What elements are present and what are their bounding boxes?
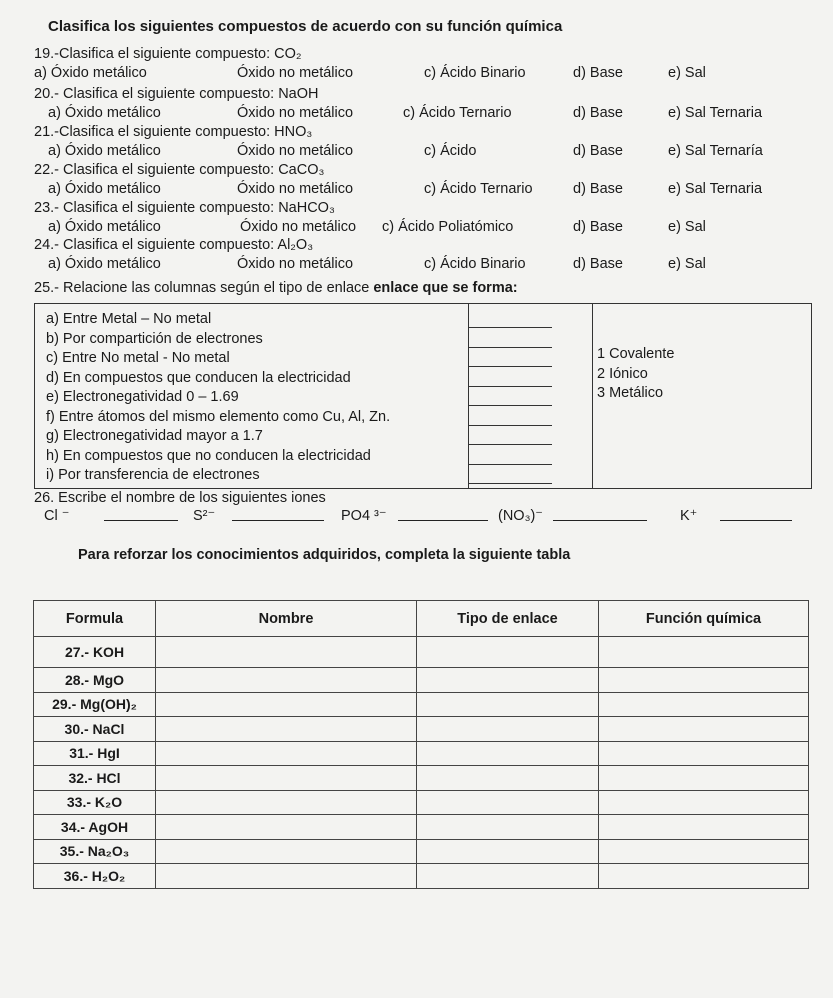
header-formula: Formula: [34, 601, 156, 637]
q26-prompt: 26. Escribe el nombre de los siguientes iones: [34, 490, 326, 506]
tipo-enlace-cell[interactable]: [417, 717, 599, 742]
tipo-enlace-cell[interactable]: [417, 766, 599, 791]
funcion-cell[interactable]: [599, 790, 809, 815]
ion-2: S²⁻: [193, 508, 216, 524]
match-item-g: g) Electronegatividad mayor a 1.7: [46, 428, 263, 444]
nombre-cell[interactable]: [156, 741, 417, 766]
nombre-cell[interactable]: [156, 637, 417, 668]
table-row: [34, 864, 809, 889]
funcion-cell[interactable]: [599, 864, 809, 889]
question-24-option-d[interactable]: d) Base: [573, 256, 623, 272]
question-19-option-b[interactable]: Óxido no metálico: [237, 65, 354, 81]
question-23-prompt: 23.- Clasifica el siguiente compuesto: NaHCO₃: [34, 200, 335, 216]
question-24-option-c[interactable]: c) Ácido Binario: [424, 256, 526, 272]
question-24-option-a[interactable]: a) Óxido metálico: [48, 256, 161, 272]
match-answer-blank[interactable]: [468, 386, 552, 387]
funcion-cell[interactable]: [599, 839, 809, 864]
header-tipo-enlace: Tipo de enlace: [417, 601, 599, 637]
question-23-option-e[interactable]: e) Sal: [668, 219, 706, 235]
q25-prompt: 25.- Relacione las columnas según el tipo de enlace enlace que se forma:: [34, 280, 518, 296]
tipo-enlace-cell[interactable]: [417, 692, 599, 717]
tipo-enlace-cell[interactable]: [417, 637, 599, 668]
ion-answer-blank[interactable]: [398, 520, 488, 521]
nombre-cell[interactable]: [156, 815, 417, 840]
question-23-option-a[interactable]: a) Óxido metálico: [48, 219, 161, 235]
tipo-enlace-cell[interactable]: [417, 668, 599, 693]
ion-answer-blank[interactable]: [104, 520, 178, 521]
question-21-option-b[interactable]: Óxido no metálico: [237, 143, 354, 159]
question-22-prompt: 22.- Clasifica el siguiente compuesto: CaCO₃: [34, 162, 325, 178]
question-23-option-d[interactable]: d) Base: [573, 219, 623, 235]
table-row: [34, 790, 809, 815]
bond-type-option-3: 3 Metálico: [597, 385, 664, 401]
funcion-cell[interactable]: [599, 766, 809, 791]
question-20-option-b[interactable]: Óxido no metálico: [237, 105, 354, 121]
question-19-option-e[interactable]: e) Sal: [668, 65, 706, 81]
funcion-cell[interactable]: [599, 637, 809, 668]
question-21-prompt: 21.-Clasifica el siguiente compuesto: HNO₃: [34, 124, 313, 140]
nombre-cell[interactable]: [156, 864, 417, 889]
match-answer-blank[interactable]: [468, 366, 552, 367]
question-21-option-a[interactable]: a) Óxido metálico: [48, 143, 161, 159]
question-20-option-e[interactable]: e) Sal Ternaria: [668, 105, 763, 121]
match-answer-blank[interactable]: [468, 464, 552, 465]
header-funcion: Función química: [599, 601, 809, 637]
question-22-option-e[interactable]: e) Sal Ternaria: [668, 181, 763, 197]
funcion-cell[interactable]: [599, 668, 809, 693]
question-22-option-a[interactable]: a) Óxido metálico: [48, 181, 161, 197]
question-24-option-b[interactable]: Óxido no metálico: [237, 256, 354, 272]
formula-cell: 30.- NaCl: [34, 717, 156, 742]
match-item-a: a) Entre Metal – No metal: [46, 311, 212, 327]
tipo-enlace-cell[interactable]: [417, 864, 599, 889]
match-item-c: c) Entre No metal - No metal: [46, 350, 230, 366]
ion-answer-blank[interactable]: [720, 520, 792, 521]
question-19-prompt: 19.-Clasifica el siguiente compuesto: CO₂: [34, 46, 302, 62]
match-answer-blank[interactable]: [468, 347, 552, 348]
question-20-option-c[interactable]: c) Ácido Ternario: [403, 105, 512, 121]
match-answer-blank[interactable]: [468, 444, 552, 445]
question-22-option-d[interactable]: d) Base: [573, 181, 623, 197]
reinforce-instruction: Para reforzar los conocimientos adquiridos, completa la siguiente tabla: [78, 547, 571, 563]
match-answer-blank[interactable]: [468, 405, 552, 406]
match-answer-blank[interactable]: [468, 483, 552, 484]
nombre-cell[interactable]: [156, 692, 417, 717]
match-answer-blank[interactable]: [468, 327, 552, 328]
funcion-cell[interactable]: [599, 741, 809, 766]
match-item-d: d) En compuestos que conducen la electricidad: [46, 369, 351, 386]
funcion-cell[interactable]: [599, 717, 809, 742]
question-20-prompt: 20.- Clasifica el siguiente compuesto: NaOH: [34, 86, 319, 102]
tipo-enlace-cell[interactable]: [417, 741, 599, 766]
question-22-option-b[interactable]: Óxido no metálico: [237, 181, 354, 197]
ion-5: K⁺: [680, 508, 698, 524]
match-item-f: f) Entre átomos del mismo elemento como Cu, Al, Zn.: [46, 408, 391, 425]
formula-cell: 28.- MgO: [34, 668, 156, 693]
formula-cell: 29.- Mg(OH)₂: [34, 692, 156, 717]
worksheet-title: Clasifica los siguientes compuestos de acuerdo con su función química: [48, 18, 563, 35]
question-23-option-c[interactable]: c) Ácido Poliatómico: [382, 219, 514, 235]
nombre-cell[interactable]: [156, 790, 417, 815]
formula-cell: 31.- HgI: [34, 741, 156, 766]
formula-cell: 27.- KOH: [34, 637, 156, 668]
match-item-i: i) Por transferencia de electrones: [46, 467, 260, 483]
match-item-h: h) En compuestos que no conducen la electricidad: [46, 447, 371, 464]
ion-1: Cl ⁻: [44, 508, 70, 524]
match-answer-blank[interactable]: [468, 425, 552, 426]
formula-cell: 36.- H₂O₂: [34, 864, 156, 889]
formula-cell: 32.- HCl: [34, 766, 156, 791]
table-row: [34, 741, 809, 766]
tipo-enlace-cell[interactable]: [417, 815, 599, 840]
match-item-e: e) Electronegatividad 0 – 1.69: [46, 389, 239, 405]
nombre-cell[interactable]: [156, 668, 417, 693]
header-nombre: Nombre: [156, 601, 417, 637]
formula-cell: 34.- AgOH: [34, 815, 156, 840]
question-22-option-c[interactable]: c) Ácido Ternario: [424, 181, 533, 197]
question-24-option-e[interactable]: e) Sal: [668, 256, 706, 272]
table-row: [34, 668, 809, 693]
ion-answer-blank[interactable]: [232, 520, 324, 521]
table-row: [34, 692, 809, 717]
question-19-option-d[interactable]: d) Base: [573, 65, 623, 81]
question-19-option-c[interactable]: c) Ácido Binario: [424, 65, 526, 81]
ion-answer-blank[interactable]: [553, 520, 647, 521]
funcion-cell[interactable]: [599, 815, 809, 840]
question-21-option-d[interactable]: d) Base: [573, 143, 623, 159]
question-21-option-e[interactable]: e) Sal Ternaría: [668, 143, 763, 159]
match-item-b: b) Por compartición de electrones: [46, 330, 263, 347]
table-row: [34, 839, 809, 864]
bond-type-option-2: 2 Iónico: [597, 365, 648, 382]
bond-type-option-1: 1 Covalente: [597, 346, 675, 362]
table-row: [34, 815, 809, 840]
formula-cell: 35.- Na₂O₃: [34, 839, 156, 864]
question-21-option-c[interactable]: c) Ácido: [424, 143, 477, 159]
table-row: [34, 717, 809, 742]
nombre-cell[interactable]: [156, 717, 417, 742]
question-20-option-a[interactable]: a) Óxido metálico: [48, 105, 161, 121]
nombre-cell[interactable]: [156, 766, 417, 791]
formula-cell: 33.- K₂O: [34, 790, 156, 815]
question-23-option-b[interactable]: Óxido no metálico: [240, 219, 357, 235]
funcion-cell[interactable]: [599, 692, 809, 717]
table-row: [34, 637, 809, 668]
table-row: [34, 766, 809, 791]
ion-3: PO4 ³⁻: [341, 508, 387, 524]
question-24-prompt: 24.- Clasifica el siguiente compuesto: Al₂O₃: [34, 237, 314, 253]
tipo-enlace-cell[interactable]: [417, 839, 599, 864]
ion-4: (NO₃)⁻: [498, 508, 543, 524]
question-20-option-d[interactable]: d) Base: [573, 105, 623, 121]
nombre-cell[interactable]: [156, 839, 417, 864]
tipo-enlace-cell[interactable]: [417, 790, 599, 815]
chemistry-table: [33, 600, 809, 889]
question-19-option-a[interactable]: a) Óxido metálico: [34, 65, 147, 81]
